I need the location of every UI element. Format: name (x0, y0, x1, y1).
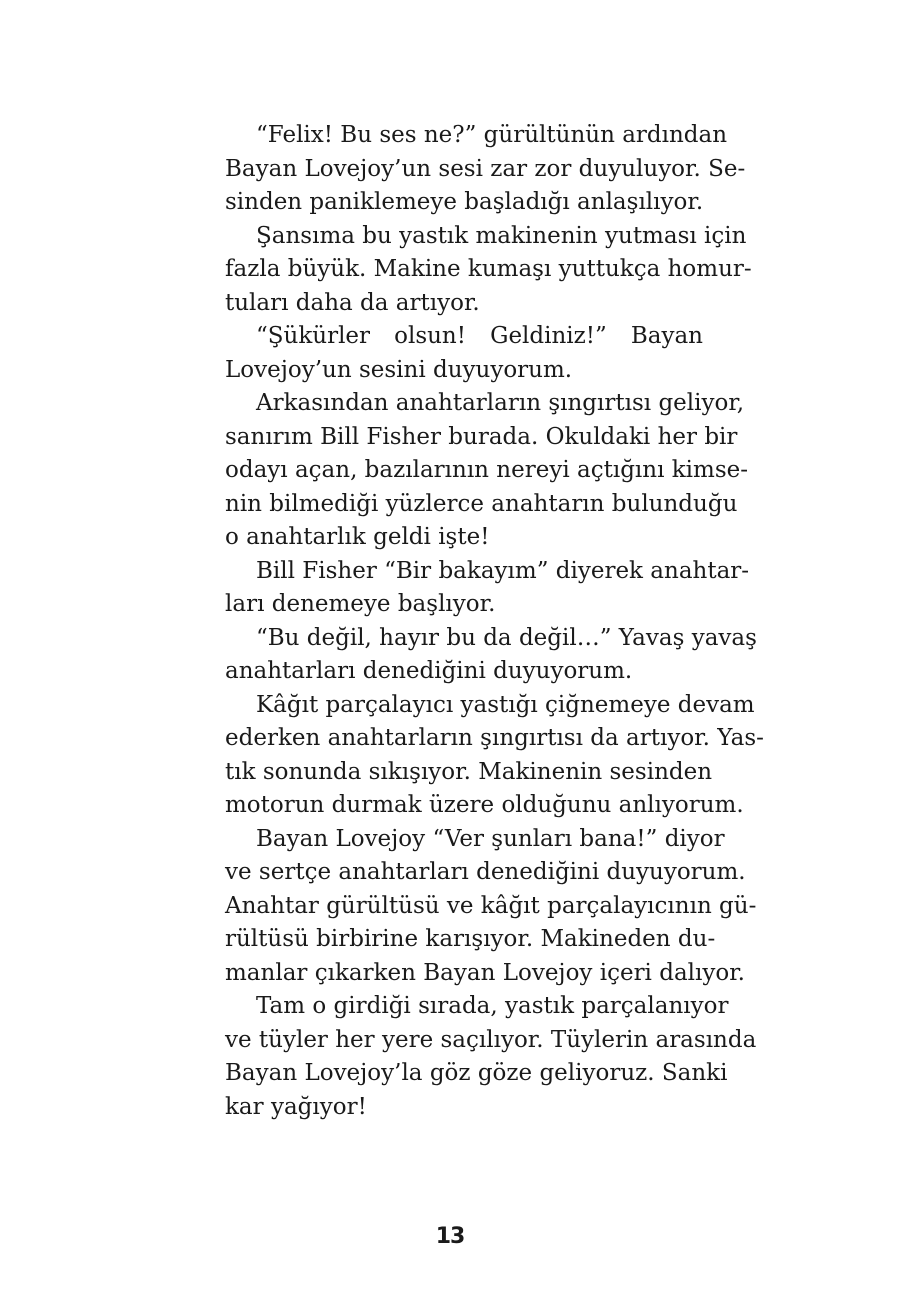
paragraph (225, 689, 764, 823)
text-line: ve tüyler her yere saçılıyor. Tüylerin arasında (225, 1026, 757, 1053)
text-line: kar yağıyor! (225, 1093, 367, 1120)
text-line: nin bilmediği yüzlerce anahtarın bulunduğu (225, 490, 738, 517)
text-line: ederken anahtarların şıngırtısı da artıyor. Yas- (225, 725, 764, 751)
text-line: “Bu değil, hayır bu da değil…” Yavaş yavaş (256, 624, 757, 651)
text-line: Anahtar gürültüsü ve kâğıt parçalayıcının gü- (225, 892, 757, 919)
text-line: fazla büyük. Makine kumaşı yuttukça homur- (225, 256, 752, 282)
text-line: tuları daha da artıyor. (225, 289, 480, 316)
paragraph (225, 220, 752, 321)
text-line: ları denemeye başlıyor. (225, 591, 496, 617)
paragraph (225, 119, 746, 220)
text-line: Bayan Lovejoy’la göz göze geliyoruz. Sanki (225, 1060, 728, 1086)
paragraph (225, 387, 749, 555)
paragraph (225, 823, 757, 991)
text-line: Bill Fisher “Bir bakayım” diyerek anahtar- (256, 557, 750, 584)
text-line: ve sertçe anahtarları denediğini duyuyorum. (225, 859, 746, 885)
text-line: Bayan Lovejoy “Ver şunları bana!” diyor (256, 825, 725, 852)
text-line: motorun durmak üzere olduğunu anlıyorum. (225, 792, 744, 818)
paragraph (225, 320, 703, 387)
text-line: “Felix! Bu ses ne?” gürültünün ardından (256, 122, 728, 148)
text-line: odayı açan, bazılarının nereyi açtığını kimse- (225, 457, 749, 483)
text-line: o anahtarlık geldi işte! (225, 524, 490, 550)
text-line: Lovejoy’un sesini duyuyorum. (225, 356, 573, 383)
text-line: rültüsü birbirine karışıyor. Makineden du- (225, 926, 716, 952)
paragraph (225, 555, 750, 622)
text-line: anahtarları denediğini duyuyorum. (225, 658, 633, 684)
text-line: “Şükürler olsun! Geldiniz!” Bayan (256, 323, 703, 349)
text-line: Arkasından anahtarların şıngırtısı geliyor, (256, 390, 745, 416)
text-line: tık sonunda sıkışıyor. Makinenin sesinden (225, 758, 713, 785)
text-line: sinden paniklemeye başladığı anlaşılıyor. (225, 189, 704, 215)
paragraph (225, 622, 757, 689)
text-line: Tam o girdiği sırada, yastık parçalanıyor (256, 993, 729, 1019)
text-line: Bayan Lovejoy’un sesi zar zor duyuluyor. Se- (225, 155, 746, 182)
text-line: Kâğıt parçalayıcı yastığı çiğnemeye devam (256, 691, 755, 718)
text-line: Şansıma bu yastık makinenin yutması için (256, 222, 747, 249)
page-number: 13 (435, 1224, 465, 1249)
text-line: manlar çıkarken Bayan Lovejoy içeri dalıyor. (225, 959, 745, 986)
paragraph (225, 990, 757, 1124)
text-line: sanırım Bill Fisher burada. Okuldaki her bir (225, 423, 738, 450)
body-text (225, 119, 764, 1124)
